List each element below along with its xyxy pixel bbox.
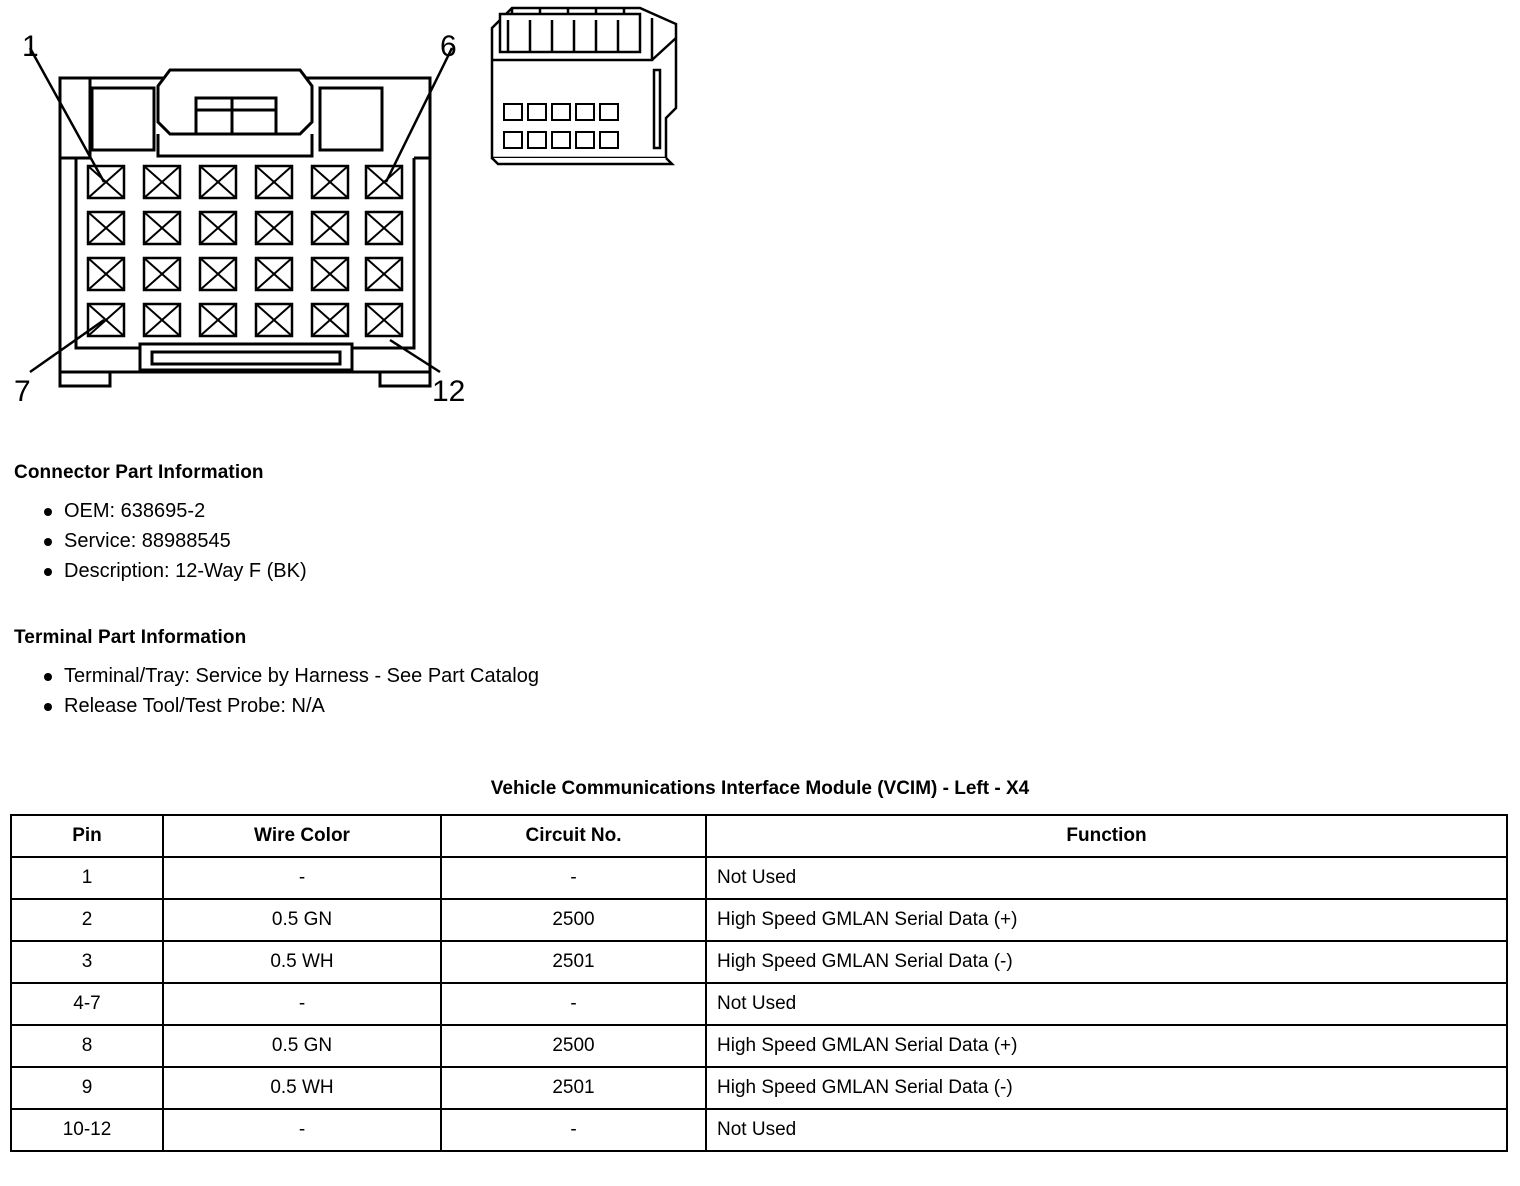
cell-pin: 10-12 (11, 1109, 163, 1151)
cell-wire-color: - (163, 983, 441, 1025)
cell-function: High Speed GMLAN Serial Data (-) (706, 941, 1507, 983)
table-row (11, 983, 1507, 1025)
terminal-part-information-list (14, 661, 539, 721)
table-row (11, 941, 1507, 983)
column-header-pin: Pin (11, 815, 163, 857)
cell-function: High Speed GMLAN Serial Data (+) (706, 899, 1507, 941)
cell-pin: 3 (11, 941, 163, 983)
cell-wire-color: 0.5 GN (163, 1025, 441, 1067)
cell-pin: 1 (11, 857, 163, 899)
cell-function: Not Used (706, 983, 1507, 1025)
cell-wire-color: - (163, 1109, 441, 1151)
pinout-table-block (0, 778, 1520, 1152)
connector-part-information-heading: Connector Part Information (14, 462, 264, 483)
list-item: Service: 88988545 (14, 526, 307, 556)
callout-pin-12: 12 (432, 375, 466, 408)
cell-wire-color: 0.5 GN (163, 899, 441, 941)
table-row (11, 1067, 1507, 1109)
cell-pin: 8 (11, 1025, 163, 1067)
table-header-row (11, 815, 1507, 857)
list-item: Description: 12-Way F (BK) (14, 556, 307, 586)
cell-function: Not Used (706, 1109, 1507, 1151)
cell-circuit-no: 2500 (441, 899, 706, 941)
callout-pin-7: 7 (14, 375, 31, 408)
cell-function: Not Used (706, 857, 1507, 899)
table-row (11, 857, 1507, 899)
cell-circuit-no: - (441, 857, 706, 899)
cell-function: High Speed GMLAN Serial Data (-) (706, 1067, 1507, 1109)
column-header-wire-color: Wire Color (163, 815, 441, 857)
cell-function: High Speed GMLAN Serial Data (+) (706, 1025, 1507, 1067)
cell-circuit-no: 2500 (441, 1025, 706, 1067)
table-row (11, 899, 1507, 941)
connector-part-information-list (14, 496, 307, 586)
column-header-function: Function (706, 815, 1507, 857)
cell-pin: 4-7 (11, 983, 163, 1025)
cell-circuit-no: 2501 (441, 941, 706, 983)
table-row (11, 1109, 1507, 1151)
list-item: Terminal/Tray: Service by Harness - See Part Catalog (14, 661, 539, 691)
cell-wire-color: - (163, 857, 441, 899)
cell-circuit-no: 2501 (441, 1067, 706, 1109)
connector-illustration (0, 0, 760, 430)
connector-diagram (0, 0, 1520, 440)
cell-circuit-no: - (441, 1109, 706, 1151)
cell-pin: 2 (11, 899, 163, 941)
list-item: Release Tool/Test Probe: N/A (14, 691, 539, 721)
cell-wire-color: 0.5 WH (163, 941, 441, 983)
cell-circuit-no: - (441, 983, 706, 1025)
connector-part-information-section (0, 462, 307, 586)
cell-pin: 9 (11, 1067, 163, 1109)
terminal-part-information-heading: Terminal Part Information (14, 627, 247, 648)
column-header-circuit-no: Circuit No. (441, 815, 706, 857)
pinout-table (10, 814, 1508, 1152)
terminal-part-information-section (0, 627, 539, 721)
callout-pin-6: 6 (440, 30, 457, 63)
pinout-table-title: Vehicle Communications Interface Module (VCIM) - Left - X4 (490, 778, 1030, 799)
list-item: OEM: 638695-2 (14, 496, 307, 526)
callout-pin-1: 1 (22, 30, 39, 63)
cell-wire-color: 0.5 WH (163, 1067, 441, 1109)
table-row (11, 1025, 1507, 1067)
